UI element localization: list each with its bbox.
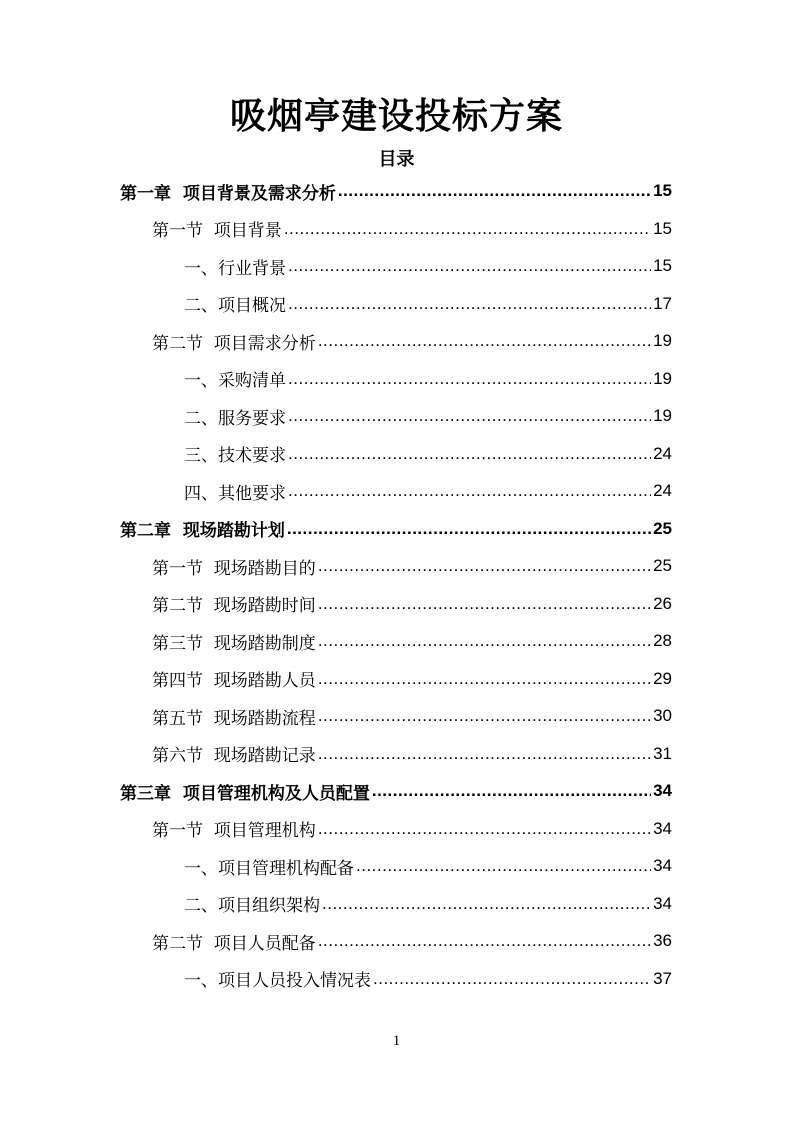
toc-entry[interactable] — [152, 737, 672, 771]
toc-leader-dots — [288, 294, 651, 314]
toc-entry-page: 29 — [653, 668, 672, 688]
toc-leader-dots — [288, 256, 651, 276]
toc-leader-dots — [356, 856, 651, 876]
toc-entry-label: 一、项目管理机构配备 — [184, 858, 354, 879]
toc-entry-page: 34 — [653, 856, 672, 875]
toc-entry-label: 第六节 现场踏勘记录 — [152, 746, 316, 766]
toc-entry-page: 24 — [653, 481, 672, 500]
toc-entry-page: 31 — [653, 743, 672, 763]
toc-entry-label: 二、项目组织架构 — [184, 896, 320, 916]
toc-entry-page: 30 — [653, 706, 672, 725]
toc-entry[interactable] — [152, 212, 672, 246]
toc-entry[interactable] — [184, 474, 672, 508]
toc-entry-label: 第三章 项目管理机构及人员配置 — [120, 783, 370, 804]
toc-entry[interactable] — [152, 324, 672, 358]
toc-entry-label: 第一节 现场踏勘目的 — [152, 558, 316, 579]
toc-entry-page: 26 — [653, 593, 672, 613]
toc-leader-dots — [318, 744, 651, 764]
toc-entry[interactable] — [184, 437, 672, 471]
toc-leader-dots — [288, 444, 651, 464]
toc-entry[interactable] — [152, 812, 672, 846]
toc-entry-page: 34 — [653, 893, 672, 913]
toc-entry-page: 34 — [653, 818, 672, 838]
toc-entry-page: 25 — [653, 518, 672, 538]
toc-entry-label: 第一节 项目背景 — [152, 221, 282, 241]
toc-entry-page: 36 — [653, 931, 672, 950]
toc-entry[interactable] — [152, 587, 672, 621]
toc-entry-label: 四、其他要求 — [184, 483, 286, 504]
toc-entry-label: 第一节 项目管理机构 — [152, 821, 316, 841]
toc-entry[interactable] — [120, 774, 672, 808]
toc-entry-label: 第一章 项目背景及需求分析 — [120, 183, 336, 204]
toc-leader-dots — [318, 931, 651, 951]
toc-entry[interactable] — [184, 362, 672, 396]
toc-entry[interactable] — [184, 887, 672, 921]
toc-leader-dots — [318, 669, 651, 689]
toc-entry-label: 二、项目概况 — [184, 296, 286, 316]
toc-entry-page: 19 — [653, 406, 672, 425]
toc-entry-page: 37 — [653, 968, 672, 988]
toc-leader-dots — [372, 781, 651, 801]
toc-leader-dots — [284, 219, 651, 239]
toc-entry-label: 第四节 现场踏勘人员 — [152, 671, 316, 691]
toc-leader-dots — [287, 519, 651, 539]
toc-entry-label: 三、技术要求 — [184, 446, 286, 466]
toc-entry[interactable] — [184, 399, 672, 433]
toc-entry[interactable] — [152, 924, 672, 958]
toc-entry-label: 一、项目人员投入情况表 — [184, 971, 371, 991]
toc-entry[interactable] — [184, 962, 672, 996]
toc-heading: 目录 — [378, 149, 415, 170]
toc-entry-page: 24 — [653, 443, 672, 463]
toc-entry[interactable] — [184, 287, 672, 321]
toc-entry-page: 28 — [653, 631, 672, 650]
toc-entry[interactable] — [152, 699, 672, 733]
toc-entry-page: 15 — [653, 256, 672, 275]
toc-entry[interactable] — [152, 549, 672, 583]
toc-entry-label: 一、采购清单 — [184, 371, 286, 391]
toc-entry[interactable] — [120, 174, 672, 208]
toc-entry[interactable] — [152, 624, 672, 658]
toc-entry-page: 15 — [653, 218, 672, 238]
page-number: 1 — [392, 1033, 401, 1049]
toc-entry-label: 第三节 现场踏勘制度 — [152, 633, 316, 654]
toc-entry-label: 第二节 项目需求分析 — [152, 333, 316, 354]
toc-entry[interactable] — [184, 249, 672, 283]
toc-leader-dots — [322, 894, 651, 914]
toc-entry-label: 一、行业背景 — [184, 258, 286, 279]
toc-leader-dots — [288, 406, 651, 426]
toc-leader-dots — [318, 556, 651, 576]
document-title: 吸烟亭建设投标方案 — [229, 96, 563, 137]
toc-leader-dots — [373, 969, 651, 989]
toc-entry-label: 第二节 现场踏勘时间 — [152, 596, 316, 616]
toc-leader-dots — [338, 181, 651, 201]
toc-entry-page: 34 — [653, 781, 672, 800]
toc-entry[interactable] — [152, 662, 672, 696]
toc-leader-dots — [318, 819, 651, 839]
toc-entry-page: 15 — [653, 181, 672, 200]
toc-leader-dots — [318, 331, 651, 351]
toc-leader-dots — [318, 706, 651, 726]
toc-entry-label: 第五节 现场踏勘流程 — [152, 708, 316, 729]
toc-entry-label: 第二节 项目人员配备 — [152, 933, 316, 954]
toc-entry-page: 19 — [653, 331, 672, 350]
toc-entry[interactable] — [120, 512, 672, 546]
toc-entry[interactable] — [184, 849, 672, 883]
toc-leader-dots — [288, 369, 651, 389]
toc-entry-label: 二、服务要求 — [184, 408, 286, 429]
toc-leader-dots — [318, 594, 651, 614]
toc-leader-dots — [318, 631, 651, 651]
toc-leader-dots — [288, 481, 651, 501]
toc-entry-label: 第二章 现场踏勘计划 — [120, 521, 285, 541]
toc-entry-page: 17 — [653, 293, 672, 313]
toc-entry-page: 25 — [653, 556, 672, 575]
toc-entry-page: 19 — [653, 368, 672, 388]
